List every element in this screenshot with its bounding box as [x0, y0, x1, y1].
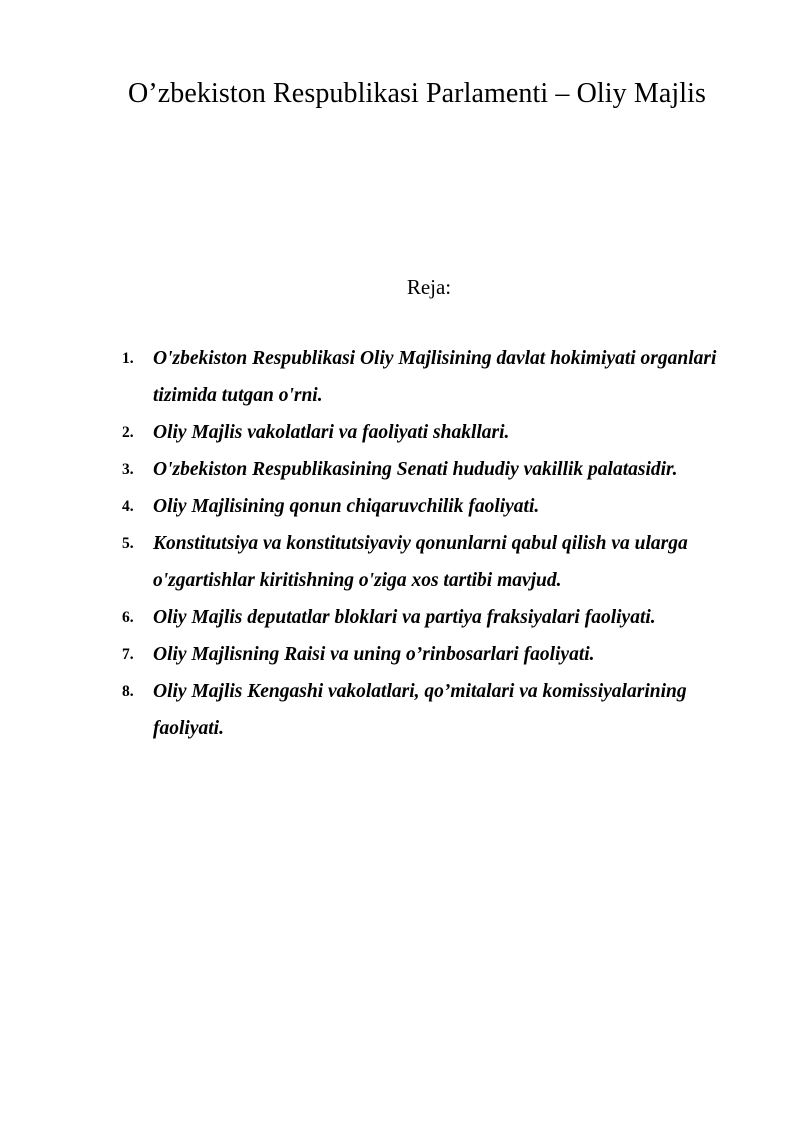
plan-item-number: 2. [122, 424, 134, 441]
plan-item [0, 599, 800, 636]
plan-item [0, 340, 800, 414]
plan-item-number: 4. [122, 498, 134, 515]
plan-item [0, 673, 800, 747]
plan-item-text: Oliy Majlisning Raisi va uning o’rinbosarlari faoliyati. [153, 644, 595, 665]
plan-item [0, 488, 800, 525]
plan-item-text: Oliy Majlis vakolatlari va faoliyati shakllari. [153, 422, 510, 443]
document-title: O’zbekiston Respublikasi Parlamenti – Oliy Majlis [127, 78, 707, 109]
plan-item [0, 636, 800, 673]
plan-item-number: 8. [122, 683, 134, 700]
plan-item-text: Oliy Majlisining qonun chiqaruvchilik faoliyati. [153, 496, 540, 517]
plan-item [0, 414, 800, 451]
plan-item-text: Oliy Majlis deputatlar bloklari va partiya fraksiyalari faoliyati. [153, 607, 656, 628]
plan-item-number: 6. [122, 609, 134, 626]
plan-item-number: 5. [122, 535, 134, 552]
plan-heading: Reja: [406, 275, 452, 299]
plan-item [0, 525, 800, 599]
plan-item-text: O'zbekiston Respublikasining Senati hududiy vakillik palatasidir. [153, 459, 678, 480]
plan-item-text: Konstitutsiya va konstitutsiyaviy qonunlarni qabul qilish va ularga o'zgartishlar kiritishning o'ziga xos tartibi mavjud. [153, 533, 688, 591]
plan-item-text: Oliy Majlis Kengashi vakolatlari, qo’mitalari va komissiyalarining faoliyati. [153, 681, 687, 739]
plan-item-number: 3. [122, 461, 134, 478]
plan-item-number: 1. [122, 350, 134, 367]
plan-item-text: O'zbekiston Respublikasi Oliy Majlisining davlat hokimiyati organlari tizimida tutgan o'rni. [153, 348, 717, 406]
plan-item-number: 7. [122, 646, 134, 663]
plan-item [0, 451, 800, 488]
plan-list [0, 340, 800, 747]
